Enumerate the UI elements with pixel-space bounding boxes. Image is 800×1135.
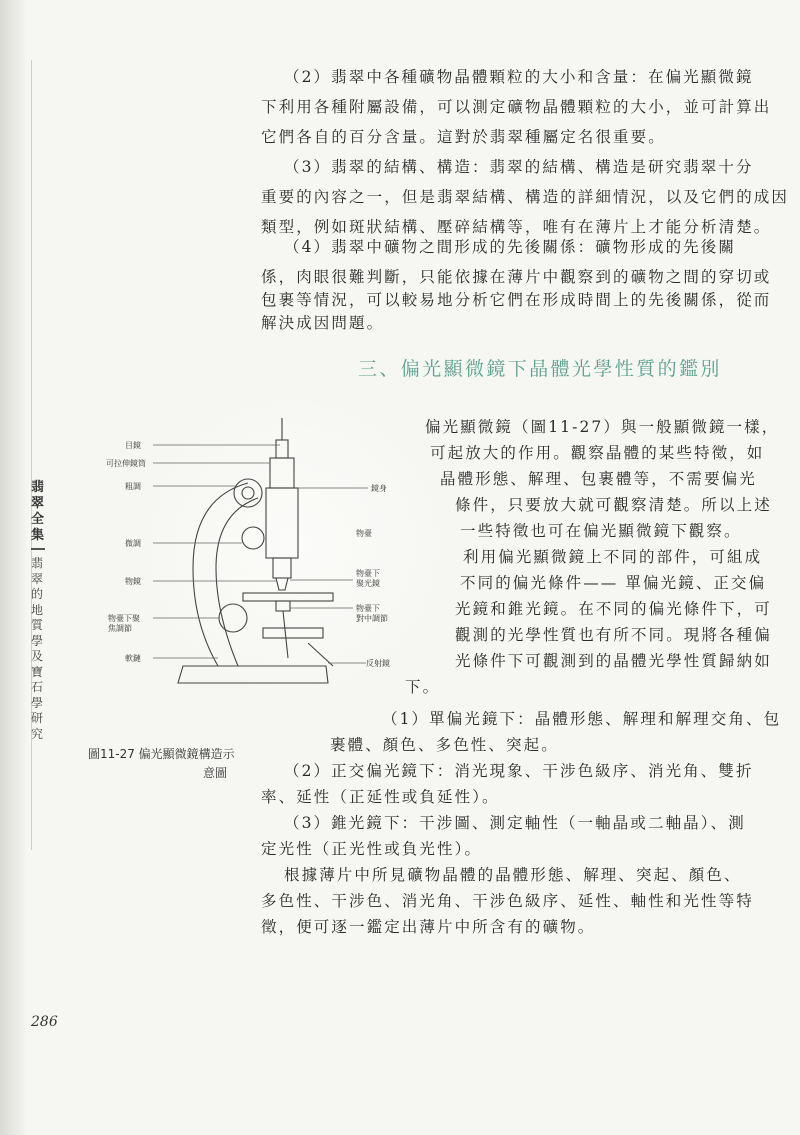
paragraph-line: 不同的偏光條件—— 單偏光鏡、正交偏 (460, 574, 767, 592)
list-item: （1）單偏光鏡下：晶體形態、解理和解理交角、包 (382, 710, 782, 728)
list-item: （2）正交偏光鏡下：消光現象、干涉色級序、消光角、雙折 (284, 762, 754, 780)
label-line: 對中調節 (356, 614, 388, 623)
list-item: 定光性（正光性或負光性）。 (261, 840, 483, 858)
microscope-diagram (98, 418, 428, 693)
paragraph-line: 光鏡和錐光鏡。在不同的偏光條件下，可 (455, 600, 772, 618)
label-stage: 物臺 (356, 529, 372, 538)
figure-caption (88, 745, 248, 783)
series-title: 翡翠全集 (31, 480, 45, 543)
paragraph-line: 係，肉眼很難判斷，只能依據在薄片中觀察到的礦物之間的穿切或 (261, 268, 772, 286)
label-eyepiece: 目鏡 (125, 441, 141, 450)
list-item: 率、延性（正延性或負延性）。 (261, 788, 500, 806)
paragraph-line: 包裹等情況，可以較易地分析它們在形成時間上的先後關係，從而 (261, 291, 772, 309)
paragraph-line: 條件，只要放大就可觀察清楚。所以上述 (455, 496, 772, 514)
label-line: 聚光鏡 (356, 579, 380, 588)
paragraph-line: 偏光顯微鏡（圖11-27）與一般顯微鏡一樣， (425, 418, 780, 436)
paragraph-line: 類型，例如斑狀結構、壓碎結構等，唯有在薄片上才能分析清楚。 (261, 218, 772, 236)
label-condenser-focus (108, 613, 140, 633)
paragraph-line: 它們各自的百分含量。這對於翡翠種屬定名很重要。 (261, 128, 666, 146)
list-item: （3）錐光鏡下：干涉圖、測定軸性（一軸晶或二軸晶）、測 (284, 814, 746, 832)
section-heading: 三、偏光顯微鏡下晶體光學性質的鑑別 (358, 358, 722, 380)
label-objective: 物鏡 (125, 577, 141, 586)
paragraph-line: 一些特徵也可在偏光顯微鏡下觀察。 (460, 522, 742, 540)
paragraph-line: （3）翡翠的結構、構造：翡翠的結構、構造是研究翡翠十分 (284, 158, 754, 176)
label-fine: 微調 (125, 539, 141, 548)
label-condenser (356, 568, 380, 588)
label-centering (356, 603, 388, 623)
paragraph-line: 晶體形態、解理、包裹體等，不需要偏光 (440, 470, 757, 488)
paragraph-line: 重要的內容之一，但是翡翠結構、構造的詳細情況，以及它們的成因 (261, 188, 790, 206)
page-number: 286 (31, 1014, 58, 1030)
paragraph-line: 多色性、干涉色、消光角、干涉色級序、延性、軸性和光性等特 (261, 892, 754, 910)
paragraph-line: （4）翡翠中礦物之間形成的先後關係：礦物形成的先後關 (284, 238, 736, 256)
paragraph-line: 解決成因問題。 (261, 314, 385, 332)
label-line: 物臺下 (356, 569, 380, 578)
label-coarse: 粗調 (125, 482, 141, 491)
caption-line: 圖11-27 偏光顯微鏡構造示 (88, 747, 235, 761)
paragraph-line: 根據薄片中所見礦物晶體的晶體形態、解理、突起、顏色、 (284, 866, 742, 884)
label-line: 物臺下 (356, 604, 380, 613)
label-line: 焦調節 (108, 624, 132, 633)
book-title: 翡翠的地質學及寶石學研究 (31, 556, 44, 741)
paragraph-line: 下利用各種附屬設備，可以測定礦物晶體顆粒的大小，並可計算出 (261, 98, 772, 116)
paragraph-line: 可起放大的作用。觀察晶體的某些特徵，如 (430, 444, 765, 462)
paragraph-line: 下。 (405, 678, 441, 696)
label-wheel: 軟鏈 (125, 654, 141, 663)
paragraph-line: 觀測的光學性質也有所不同。現將各種偏 (455, 626, 772, 644)
caption-line: 意圖 (203, 766, 228, 780)
label-draw-tube: 可拉伸鏡筒 (106, 459, 146, 468)
label-mirror: 反射鏡 (366, 659, 390, 668)
paragraph-line: 利用偏光顯微鏡上不同的部件，可組成 (463, 548, 763, 566)
paragraph-line: 光條件下可觀測到的晶體光學性質歸納如 (455, 652, 772, 670)
list-item: 裹體、顏色、多色性、突起。 (330, 736, 559, 754)
label-line: 物臺下聚 (108, 614, 140, 623)
label-body-tube: 鏡身 (371, 484, 387, 493)
paragraph-line: （2）翡翠中各種礦物晶體顆粒的大小和含量：在偏光顯微鏡 (284, 68, 754, 86)
paragraph-line: 徵，便可逐一鑑定出薄片中所含有的礦物。 (261, 918, 596, 936)
side-divider (31, 548, 45, 550)
